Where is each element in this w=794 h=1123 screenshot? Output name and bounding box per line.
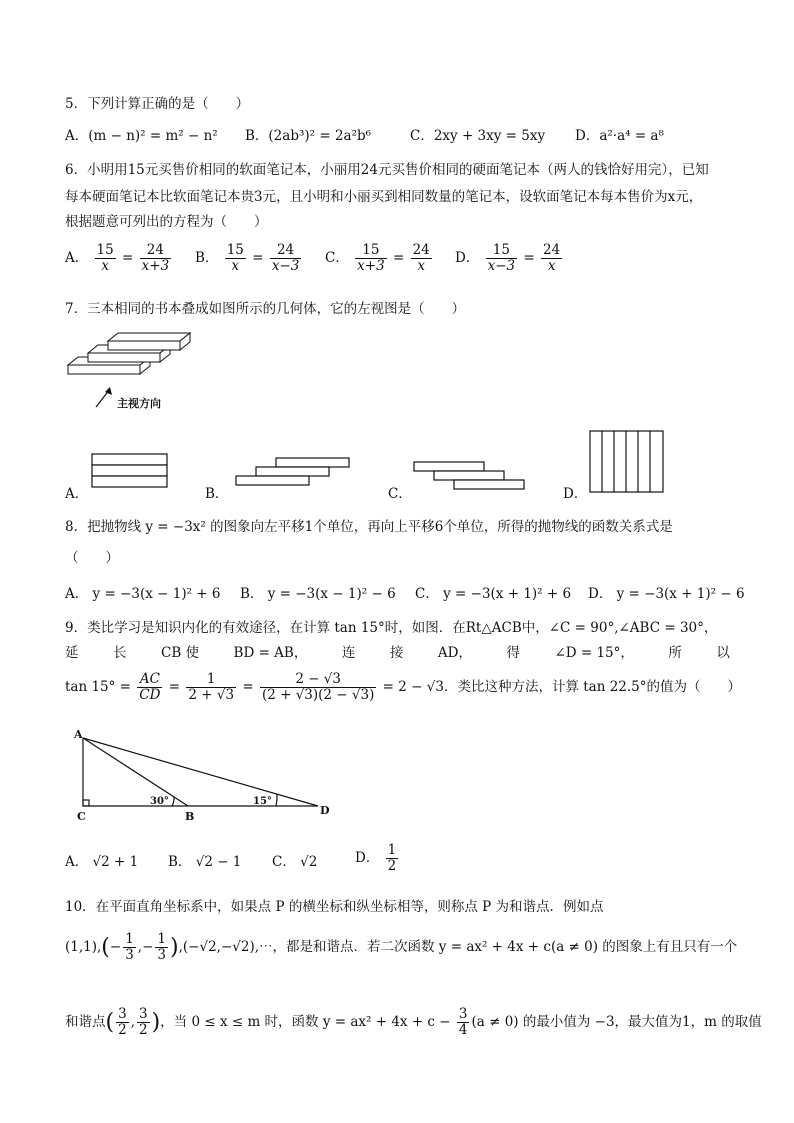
fraction: $\frac{15}{x-3}$ (487, 242, 516, 274)
fraction: $\frac{15}{x}$ (96, 242, 114, 274)
q9-point-d: D (320, 804, 330, 817)
q7-option-b-figure (234, 455, 354, 490)
fraction: $\frac{3}{4}$ (458, 1006, 468, 1038)
q6-line-3: 根据题意可列出的方程为（ ） (65, 214, 268, 230)
q5-option-b: B．(2ab³)² = 2a²b⁶ (245, 128, 372, 144)
q8-option-b: B． y = −3(x − 1)² − 6 (240, 586, 396, 602)
q8-option-a: A． y = −3(x − 1)² + 6 (65, 586, 221, 602)
q6-option-b-label: B． (195, 250, 219, 266)
q6-line-1: 6．小明用15元买售价相同的软面笔记本，小丽用24元买售价相同的硬面笔记本（两人的钱恰好用完），已知 (65, 162, 709, 178)
q9-angle-15: 15° (253, 796, 272, 807)
q6-option-d-label: D． (455, 250, 480, 266)
fraction: $\frac{15}{x}$ (226, 242, 244, 274)
q6-option-b: B． $\frac{15}{x}$ = $\frac{24}{x-3}$ (195, 242, 300, 274)
q9-point-a: A (74, 728, 83, 741)
q5-option-d: D．a²·a⁴ = a⁸ (575, 128, 664, 144)
fraction: $\frac{AC}{CD}$ (139, 671, 161, 703)
q9-line-2: 延 长 CB 使 BD = AB， 连 接 AD， 得 ∠D = 15°， 所 以 (65, 645, 730, 661)
q8-line-2: （ ） (65, 550, 119, 566)
q9-angle-30: 30° (150, 796, 169, 807)
q9-formula: tan 15° = $\frac{AC}{CD}$ = $\frac{1}{2 + √3}$ = $\frac{2 - √3}{(2 + √3)(2 - √3)}$ = 2 − √3．类比这种方法，计算 tan 22.5°的值为（ ） (65, 671, 742, 703)
q10-line-3: 和谐点( $\frac{3}{2}$ , $\frac{3}{2}$ )，当 0 ≤ x ≤ m 时，函数 y = ax² + 4x + c − $\frac{3}{4}$ (a ≠ 0) 的最小值为 −3，最大值为1，m 的取值 (65, 1006, 762, 1038)
q7-direction-label: 主视方向 (117, 397, 161, 410)
fraction: $\frac{15}{x+3}$ (357, 242, 385, 274)
q6-option-c: C． $\frac{15}{x+3}$ = $\frac{24}{x}$ (325, 242, 430, 274)
fraction: $\frac{24}{x}$ (543, 242, 561, 274)
q9-triangle-figure (68, 726, 338, 821)
fraction: $\frac{3}{2}$ (138, 1006, 148, 1038)
q7-option-a-label: A． (65, 486, 89, 502)
q7-option-a-figure (90, 452, 170, 492)
q6-line-2: 每本硬面笔记本比软面笔记本贵3元，且小明和小丽买到相同数量的笔记本，设软面笔记本每本售价为x元， (65, 189, 703, 205)
q9-option-a: A． √2 + 1 (65, 854, 139, 870)
fraction: $\frac{1}{3}$ (157, 931, 166, 963)
fraction: $\frac{1}{3}$ (125, 931, 134, 963)
q6-option-c-label: C． (325, 250, 349, 266)
fraction: $\frac{1}{2}$ (387, 842, 397, 874)
q7-option-c-label: C． (388, 486, 412, 502)
q8-option-d: D． y = −3(x + 1)² − 6 (588, 586, 745, 602)
q9-point-c: C (77, 810, 86, 821)
fraction: $\frac{24}{x+3}$ (141, 242, 170, 274)
fraction: $\frac{24}{x-3}$ (271, 242, 300, 274)
q7-books-figure (60, 325, 200, 415)
q7-option-c-figure (412, 459, 532, 494)
q6-option-a: A． $\frac{15}{x}$ = $\frac{24}{x+3}$ (65, 242, 170, 274)
fraction: $\frac{2 - √3}{(2 + √3)(2 - √3)}$ (261, 671, 375, 703)
q7-option-d-figure (588, 429, 666, 495)
q5-stem: 5．下列计算正确的是（ ） (65, 96, 250, 112)
q5-option-a: A．(m − n)² = m² − n² (65, 128, 218, 144)
fraction: $\frac{3}{2}$ (118, 1006, 127, 1038)
fraction: $\frac{24}{x}$ (412, 242, 430, 274)
q8-option-c: C． y = −3(x + 1)² + 6 (415, 586, 572, 602)
q8-line-1: 8．把抛物线 y = −3x² 的图象向左平移1个单位，再向上平移6个单位，所得的抛物线的函数关系式是 (65, 519, 673, 535)
q10-line-1: 10．在平面直角坐标系中，如果点 P 的横坐标和纵坐标相等，则称点 P 为和谐点．例如点 (65, 899, 604, 915)
q10-line-2: (1,1),(− $\frac{1}{3}$ ,− $\frac{1}{3}$ ),(−√2,−√2),⋯，都是和谐点．若二次函数 y = ax² + 4x + c(a ≠ 0) 的图象上有且只有一个 (65, 931, 738, 963)
q9-option-b: B． √2 − 1 (168, 854, 242, 870)
q7-option-b-label: B． (205, 486, 229, 502)
q6-option-d: D． $\frac{15}{x-3}$ = $\frac{24}{x}$ (455, 242, 561, 274)
fraction: $\frac{1}{2 + √3}$ (188, 671, 235, 703)
q9-option-d: D． $\frac{1}{2}$ (355, 842, 397, 874)
q5-option-c: C．2xy + 3xy = 5xy (410, 128, 546, 144)
q9-option-c: C． √2 (272, 854, 318, 870)
q6-option-a-label: A． (65, 250, 89, 266)
q9-line-1: 9．类比学习是知识内化的有效途径，在计算 tan 15°时，如图．在Rt△ACB中，∠C = 90°,∠ABC = 30°， (65, 620, 718, 636)
q9-point-b: B (185, 810, 195, 821)
q7-option-d-label: D． (563, 486, 588, 502)
q7-stem: 7．三本相同的书本叠成如图所示的几何体，它的左视图是（ ） (65, 301, 466, 317)
